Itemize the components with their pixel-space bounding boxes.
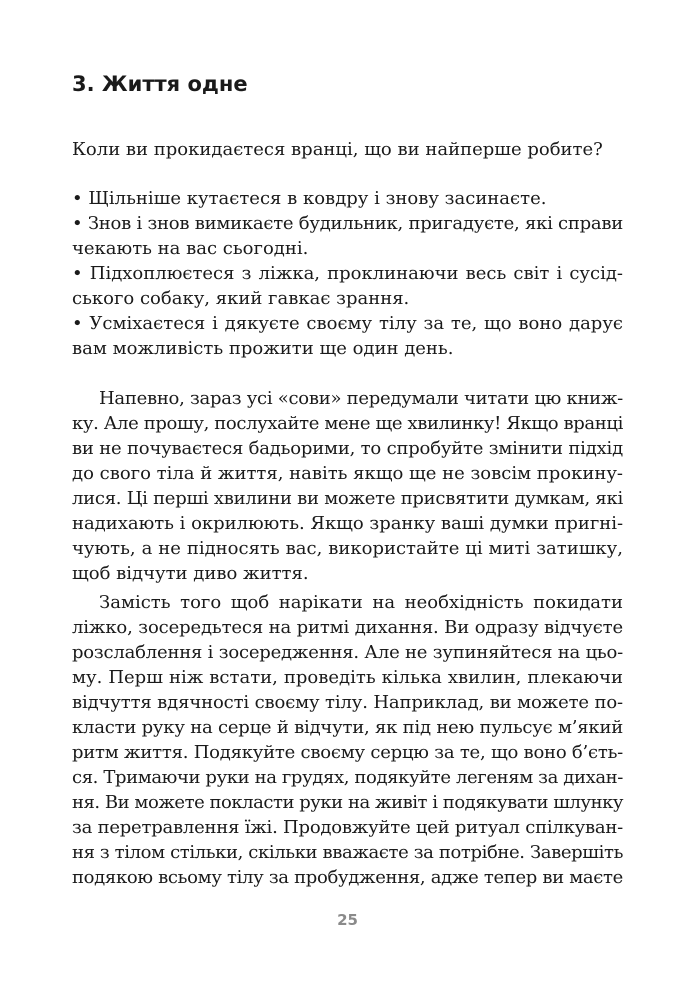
bullet-line: ського собаку, який гавкає зрання. xyxy=(72,288,410,309)
paragraph-line: за перетравлення їжі. Продовжуйте цей ритуал спілкуван- xyxy=(72,817,624,838)
bullet-item xyxy=(72,186,623,211)
paragraph-line: ня з тілом стільки, скільки вважаєте за потрібне. Завершіть xyxy=(72,842,623,863)
bullet-line: чекають на вас сьогодні. xyxy=(72,238,309,259)
bullet-item xyxy=(72,261,623,311)
paragraph-line: чують, а не підносять вас, використайте ці миті затишку, xyxy=(72,538,623,559)
bullet-line: • Знов і знов вимикаєте будильник, пригадуєте, які справи xyxy=(72,213,624,234)
paragraph-line: подякою всьому тілу за пробудження, адже тепер ви маєте xyxy=(72,867,624,888)
paragraph-line: лися. Ці перші хвилини ви можете присвятити думкам, які xyxy=(72,488,623,509)
paragraph-line: ліжко, зосередьтеся на ритмі дихання. Ви одразу відчуєте xyxy=(72,617,623,638)
paragraph-line: щоб відчути диво життя. xyxy=(72,563,309,584)
paragraph-line: ви не почуваєтеся бадьорими, то спробуйте змінити підхід xyxy=(72,438,623,459)
paragraph-1 xyxy=(72,386,623,586)
paragraph-2 xyxy=(72,590,623,890)
paragraph-line: надихають і окрилюють. Якщо зранку ваші думки пригні- xyxy=(72,513,624,534)
bullet-list xyxy=(72,186,623,361)
bullet-line: • Підхоплюєтеся з ліжка, проклинаючи весь світ і сусід- xyxy=(72,263,623,284)
paragraph-line: Замість того щоб нарікати на необхідність покидати xyxy=(99,592,623,613)
paragraph-line: відчуття вдячності своєму тілу. Наприклад, ви можете по- xyxy=(72,692,623,713)
paragraph-line: класти руку на серце й відчути, як під нею пульсує м’який xyxy=(72,717,623,738)
paragraph-line: му. Перш ніж встати, проведіть кілька хвилин, плекаючи xyxy=(72,667,623,688)
page-number: 25 xyxy=(337,911,358,929)
paragraph-line: ня. Ви можете покласти руки на живіт і подякувати шлунку xyxy=(72,792,623,813)
paragraph-line: розслаблення і зосередження. Але не зупиняйтеся на цьо- xyxy=(72,642,624,663)
paragraph-line: до свого тіла й життя, навіть якщо ще не зовсім прокину- xyxy=(72,463,623,484)
bullet-line: • Усміхаєтеся і дякуєте своєму тілу за те, що воно дарує xyxy=(72,313,623,334)
bullet-item xyxy=(72,211,623,261)
bullet-item xyxy=(72,311,623,361)
question-text: Коли ви прокидаєтеся вранці, що ви найперше робите? xyxy=(72,139,603,160)
paragraph-line: ся. Тримаючи руки на грудях, подякуйте легеням за дихан- xyxy=(72,767,623,788)
bullet-line: • Щільніше кутаєтеся в ковдру і знову засинаєте. xyxy=(72,188,547,209)
section-heading: 3. Життя одне xyxy=(72,72,248,96)
paragraph-line: ку. Але прошу, послухайте мене ще хвилинку! Якщо вранці xyxy=(72,413,623,434)
paragraph-line: ритм життя. Подякуйте своєму серцю за те, що воно б’єть- xyxy=(72,742,624,763)
bullet-line: вам можливість прожити ще один день. xyxy=(72,338,454,359)
paragraph-line: Напевно, зараз усі «сови» передумали читати цю книж- xyxy=(99,388,623,409)
